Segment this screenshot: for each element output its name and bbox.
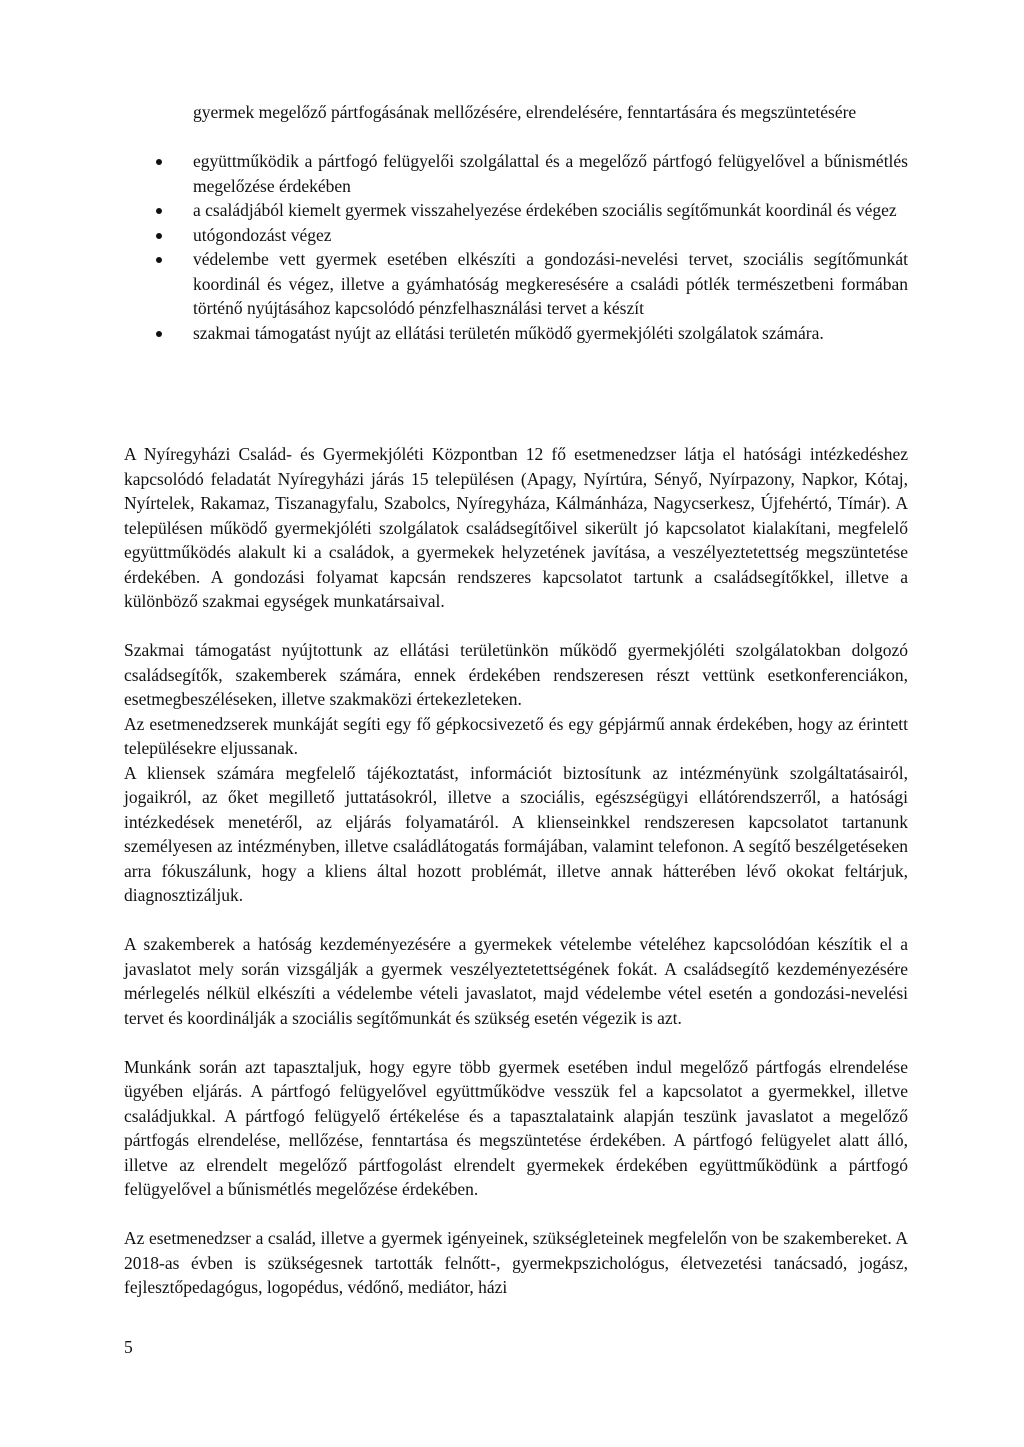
bullet-icon (156, 159, 162, 165)
list-item-text: védelembe vett gyermek esetében elkészíti a gondozási-nevelési tervet, szociális segítőmunkát koordinál és végez, illetve a gyámhatóság megkeresésére a családi pótlék természetbeni formában történő nyújtásához kapcsolódó pénzfelhasználási tervet a készít (193, 249, 908, 318)
paragraph-professional-support: Szakmai támogatást nyújtottunk az ellátási területünkön működő gyermekjóléti szolgálatokban dolgozó családsegítők, szakemberek számára, ennek érdekében rendszeresen részt vettünk esetkonferenciákon, esetmegbeszéléseken, illetve szakmaközi értekezleteken. (124, 640, 908, 709)
list-item (193, 198, 908, 223)
list-item-text: együttműködik a pártfogó felügyelői szolgálattal és a megelőző pártfogó felügyelővel a bűnismétlés megelőzése érdekében (193, 151, 908, 196)
bullet-icon (156, 208, 162, 214)
list-continuation-text: gyermek megelőző pártfogásának mellőzésére, elrendelésére, fenntartására és megszüntetésére (193, 102, 857, 122)
list-item (193, 149, 908, 198)
paragraph-specialists: Az esetmenedzser a család, illetve a gyermek igényeinek, szükségleteinek megfelelőn von be szakembereket. A 2018-as évben is szükségesnek tartották felnőtt-, gyermekpszichológus, életvezetési tanácsadó, jogász, fejlesztőpedagógus, logopédus, védőnő, mediátor, házi (124, 1228, 908, 1297)
page-number: 5 (124, 1337, 133, 1357)
body-text (124, 442, 908, 1300)
bullet-icon (156, 233, 162, 239)
list-item (193, 223, 908, 248)
paragraph-client-information: A kliensek számára megfelelő tájékoztatást, információt biztosítunk az intézményünk szolgáltatásairól, jogaikról, az őket megillető juttatásokról, illetve a szociális, egészségügyi ellátórendszerről, a hatósági intézkedések menetéről, az eljárás folyamatáról. A klienseinkkel rendszeresen kapcsolatot tartanunk személyesen az intézményben, illetve családlátogatás formájában, valamint telefonon. A segítő beszélgetéseken arra fókuszálunk, hogy a kliens által hozott problémát, illetve annak hátterében lévő okokat feltárjuk, diagnosztizáljuk. (124, 762, 908, 905)
paragraph-case-managers: A Nyíregyházi Család- és Gyermekjóléti Központban 12 fő esetmenedzser látja el hatósági intézkedéshez kapcsolódó feladatát Nyíregyházi járás 15 településen (Apagy, Nyírtúra, Sényő, Nyírpazony, Napkor, Kótaj, Nyírtelek, Rakamaz, Tiszanagyfalu, Szabolcs, Nyíregyháza, Kálmánháza, Nagycserkesz, Újfehértó, Tímár). A településen működő gyermekjóléti szolgálatok családsegítőivel sikerült jó kapcsolatot kialakítani, megfelelő együttműködés alakult ki a családok, a gyermekek helyzetének javítása, a veszélyeztetettség megszüntetése érdekében. A gondozási folyamat kapcsán rendszeres kapcsolatot tartunk a családsegítőkkel, illetve a különböző szakmai egységek munkatársaival. (124, 444, 908, 611)
list-item-text: a családjából kiemelt gyermek visszahelyezése érdekében szociális segítőmunkát koordinál és végez (193, 200, 897, 220)
list-item (193, 247, 908, 321)
list-item-text: utógondozást végez (193, 224, 332, 245)
list-item-text: szakmai támogatást nyújt az ellátási területén működő gyermekjóléti szolgálatok számára. (193, 322, 824, 343)
paragraph-probation: Munkánk során azt tapasztaljuk, hogy egyre több gyermek esetében indul megelőző pártfogás elrendelése ügyében eljárás. A pártfogó felügyelővel együttműködve vesszük fel a kapcsolatot a gyermekkel, illetve családjukkal. A pártfogó felügyelő értékelése és a tapasztalataink alapján teszünk javaslatot a megelőző pártfogás elrendelése, mellőzése, fenntartása és megszüntetése érdekében. A pártfogó felügyelet alatt álló, illetve az elrendelt megelőző pártfogolást elrendelt gyermekek érdekében együttműködünk a pártfogó felügyelővel a bűnismétlés megelőzése érdekében. (124, 1056, 908, 1199)
list-item (193, 321, 908, 346)
bullet-icon (156, 331, 162, 337)
paragraph-protection-proposal: A szakemberek a hatóság kezdeményezésére a gyermekek vételembe vételéhez kapcsolódóan készítik el a javaslatot mely során vizsgálják a gyermek veszélyeztetettségének fokát. A családsegítő kezdeményezésére mérlegelés nélkül elkészíti a védelembe vételi javaslatot, majd védelembe vétel esetén a gondozási-nevelési tervet és koordinálják a szociális segítőmunkát és szükség esetén végezik is azt. (124, 934, 908, 1028)
bullet-list (193, 149, 908, 345)
bullet-icon (156, 257, 162, 263)
paragraph-driver: Az esetmenedzserek munkáját segíti egy fő gépkocsivezető és egy gépjármű annak érdekében, hogy az érintett településekre eljussanak. (124, 713, 908, 758)
